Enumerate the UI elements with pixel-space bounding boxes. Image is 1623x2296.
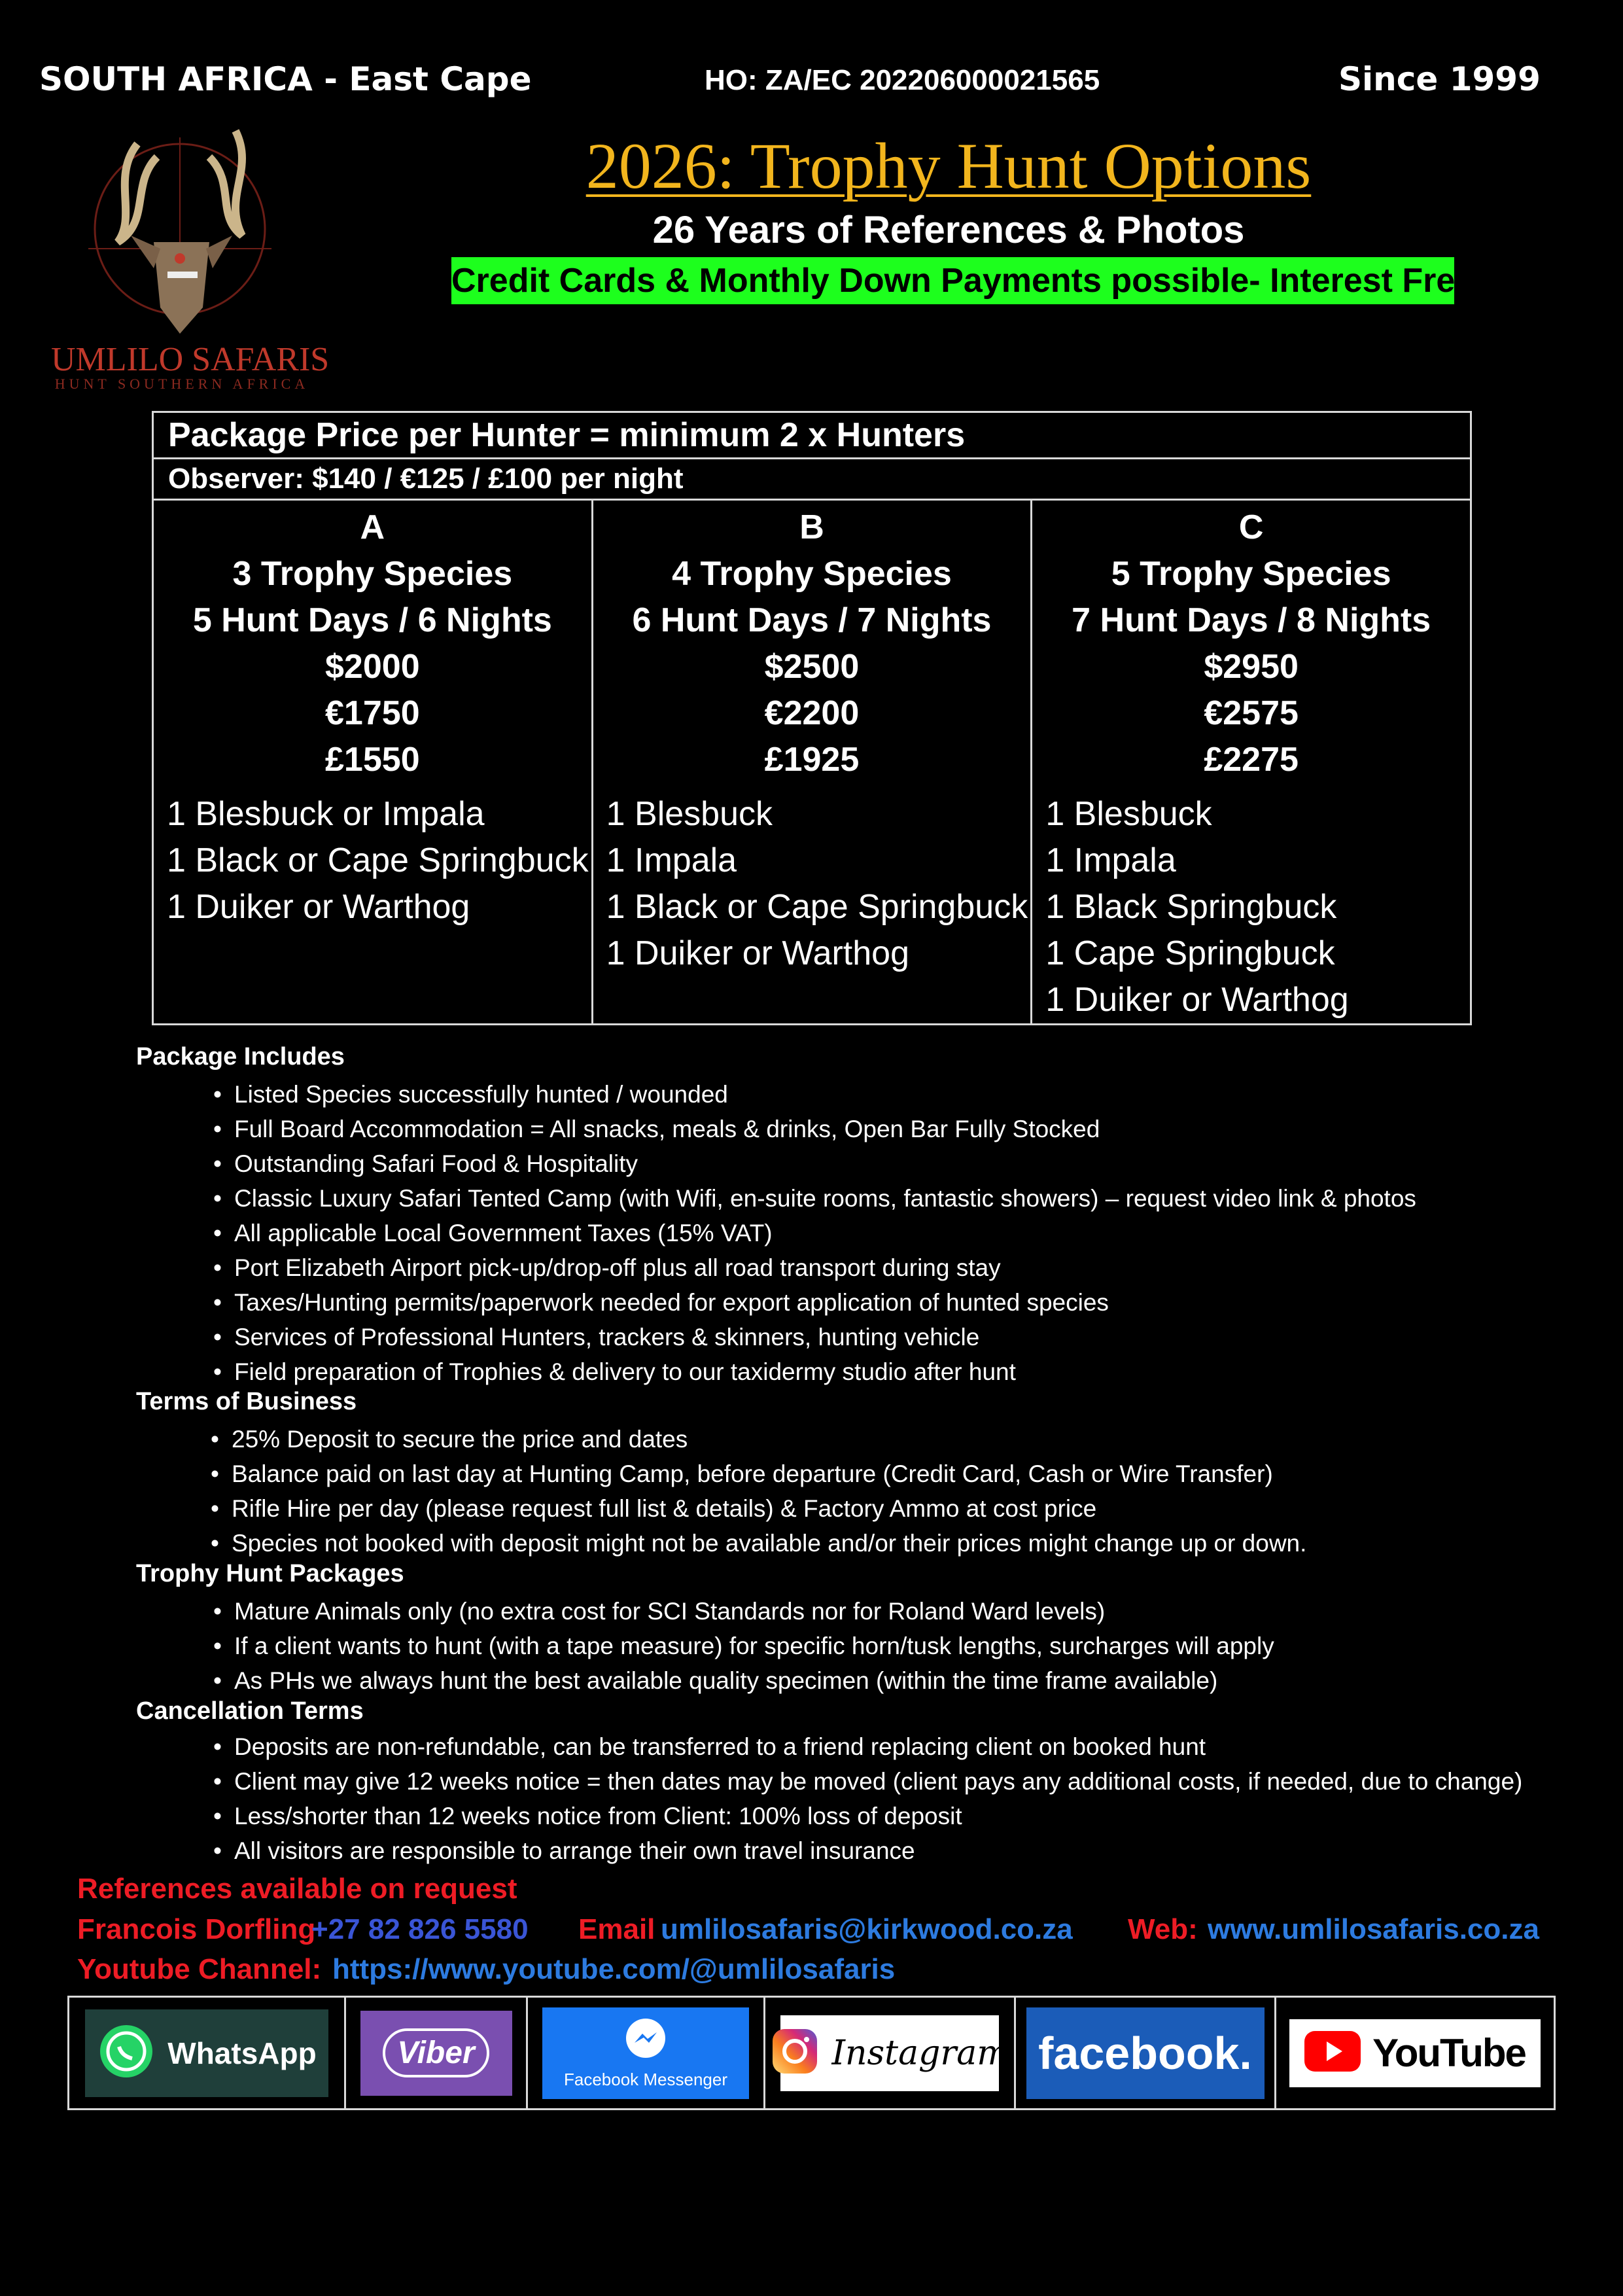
packages-list <box>213 1594 1274 1698</box>
package-animal-list <box>1032 791 1470 1023</box>
package-letter: B <box>799 508 824 546</box>
package-price-eur: €2575 <box>1204 694 1299 732</box>
instagram-icon <box>770 2026 820 2079</box>
web-label: Web: <box>1128 1913 1198 1945</box>
whatsapp-icon <box>97 2022 156 2084</box>
package-table <box>152 411 1472 1025</box>
package-a <box>153 500 593 1025</box>
viber-label: Viber <box>383 2028 489 2077</box>
package-price-eur: €1750 <box>325 694 420 732</box>
references-note: References available on request <box>77 1873 517 1905</box>
viber-cell <box>345 1997 527 2110</box>
animal-item: 1 Duiker or Warthog <box>606 934 910 972</box>
list-item: • Port Elizabeth Airport pick-up/drop-off plus all road transport during stay <box>213 1250 1416 1285</box>
includes-list <box>213 1077 1416 1389</box>
observer-price: Observer: $140 / €125 / £100 per night <box>153 459 1471 500</box>
logo-name: UMLILO SAFARIS <box>51 341 330 378</box>
list-item: • Client may give 12 weeks notice = then dates may be moved (client pays any additional costs, if needed, due to change) <box>213 1764 1522 1799</box>
youtube-icon <box>1304 2031 1361 2075</box>
package-b <box>592 500 1032 1025</box>
social-bar <box>67 1996 1556 2110</box>
region-label: SOUTH AFRICA - East Cape <box>39 60 532 98</box>
credit-banner: Credit Cards & Monthly Down Payments possible- Interest Free <box>451 257 1454 304</box>
instagram-button[interactable] <box>780 2015 1009 2091</box>
list-item: • Classic Luxury Safari Tented Camp (with Wifi, en-suite rooms, fantastic showers) – request video link & photos <box>213 1181 1416 1216</box>
whatsapp-label: WhatsApp <box>167 2036 317 2070</box>
since-label: Since 1999 <box>1338 60 1541 98</box>
list-item: • Listed Species successfully hunted / wounded <box>213 1077 1416 1112</box>
package-price-eur: €2200 <box>764 694 860 732</box>
list-item: • Balance paid on last day at Hunting Camp, before departure (Credit Card, Cash or Wire Transfer) <box>211 1457 1306 1491</box>
list-item: • Rifle Hire per day (please request full list & details) & Factory Ammo at cost price <box>211 1491 1306 1526</box>
animal-item: 1 Blesbuck <box>606 795 773 833</box>
package-price-gbp: £1925 <box>764 741 860 779</box>
animal-item: 1 Blesbuck or Impala <box>167 795 485 833</box>
cancellation-list <box>213 1729 1522 1868</box>
page-subtitle: 26 Years of References & Photos <box>652 209 1245 251</box>
list-item: • Services of Professional Hunters, trackers & skinners, hunting vehicle <box>213 1320 1416 1354</box>
section-title-terms: Terms of Business <box>136 1388 357 1415</box>
phone-link[interactable]: +27 82 826 5580 <box>311 1913 529 1945</box>
whatsapp-cell <box>69 1997 345 2110</box>
facebook-label: facebook. <box>1038 2027 1252 2079</box>
web-link[interactable]: www.umlilosafaris.co.za <box>1208 1913 1539 1945</box>
youtube-label: YouTube <box>1372 2031 1526 2075</box>
animal-item: 1 Blesbuck <box>1045 795 1212 833</box>
youtube-label: Youtube Channel: <box>77 1953 322 1985</box>
facebook-button[interactable] <box>1026 2007 1265 2099</box>
logo-tagline: HUNT SOUTHERN AFRICA <box>54 376 309 392</box>
animal-item: 1 Black or Cape Springbuck <box>606 888 1028 926</box>
animal-item: 1 Impala <box>606 841 737 879</box>
package-animal-list <box>593 791 1031 977</box>
package-animal-list <box>154 791 591 930</box>
instagram-label: Instagram <box>831 2033 1009 2073</box>
registration-number: HO: ZA/EC 202206000021565 <box>705 64 1100 96</box>
viber-button[interactable] <box>360 2011 512 2096</box>
package-price-usd: $2500 <box>764 648 860 686</box>
email-label: Email <box>578 1913 655 1945</box>
package-c <box>1032 500 1471 1025</box>
animal-item: 1 Impala <box>1045 841 1176 879</box>
messenger-icon <box>623 2017 669 2066</box>
youtube-link[interactable]: https://www.youtube.com/@umlilosafaris <box>332 1953 896 1985</box>
animal-item: 1 Duiker or Warthog <box>167 888 470 926</box>
package-letter: A <box>360 508 385 546</box>
section-title-includes: Package Includes <box>136 1043 345 1070</box>
section-title-cancellation: Cancellation Terms <box>136 1697 364 1725</box>
list-item: • Mature Animals only (no extra cost for SCI Standards nor for Roland Ward levels) <box>213 1594 1274 1629</box>
package-duration: 5 Hunt Days / 6 Nights <box>192 601 552 639</box>
list-item: • Taxes/Hunting permits/paperwork needed for export application of hunted species <box>213 1285 1416 1320</box>
email-link[interactable]: umlilosafaris@kirkwood.co.za <box>661 1913 1073 1945</box>
page-title: 2026: Trophy Hunt Options <box>585 130 1312 202</box>
package-price-usd: $2000 <box>325 648 420 686</box>
animal-item: 1 Cape Springbuck <box>1045 934 1335 972</box>
contact-name: Francois Dorfling <box>77 1913 316 1945</box>
package-species: 4 Trophy Species <box>672 555 952 593</box>
list-item: • All visitors are responsible to arrange their own travel insurance <box>213 1833 1522 1868</box>
package-duration: 7 Hunt Days / 8 Nights <box>1072 601 1431 639</box>
terms-list <box>211 1422 1306 1561</box>
list-item: • As PHs we always hunt the best available quality specimen (within the time frame available) <box>213 1663 1274 1698</box>
list-item: • 25% Deposit to secure the price and dates <box>211 1422 1306 1457</box>
package-duration: 6 Hunt Days / 7 Nights <box>632 601 992 639</box>
list-item: • Full Board Accommodation = All snacks, meals & drinks, Open Bar Fully Stocked <box>213 1112 1416 1146</box>
list-item: • Deposits are non-refundable, can be transferred to a friend replacing client on booked hunt <box>213 1729 1522 1764</box>
section-title-packages: Trophy Hunt Packages <box>136 1560 404 1587</box>
messenger-label: Facebook Messenger <box>563 2069 728 2089</box>
youtube-cell <box>1276 1997 1555 2110</box>
list-item: • Field preparation of Trophies & delivery to our taxidermy studio after hunt <box>213 1354 1416 1389</box>
list-item: • If a client wants to hunt (with a tape measure) for specific horn/tusk lengths, surcharges will apply <box>213 1629 1274 1663</box>
list-item: • Outstanding Safari Food & Hospitality <box>213 1146 1416 1181</box>
list-item: • All applicable Local Government Taxes (15% VAT) <box>213 1216 1416 1250</box>
list-item: • Species not booked with deposit might not be available and/or their prices might change up or down. <box>211 1526 1306 1561</box>
instagram-cell <box>765 1997 1015 2110</box>
animal-item: 1 Black or Cape Springbuck <box>167 841 589 879</box>
animal-item: 1 Duiker or Warthog <box>1045 981 1349 1019</box>
messenger-button[interactable] <box>542 2007 749 2099</box>
package-species: 5 Trophy Species <box>1111 555 1391 593</box>
package-price-gbp: £1550 <box>325 741 420 779</box>
package-species: 3 Trophy Species <box>232 555 513 593</box>
facebook-cell <box>1015 1997 1276 2110</box>
list-item: • Less/shorter than 12 weeks notice from Client: 100% loss of deposit <box>213 1799 1522 1833</box>
package-letter: C <box>1238 508 1264 546</box>
package-price-usd: $2950 <box>1204 648 1299 686</box>
package-price-gbp: £2275 <box>1204 741 1299 779</box>
animal-item: 1 Black Springbuck <box>1045 888 1337 926</box>
package-heading: Package Price per Hunter = minimum 2 x Hunters <box>153 412 1471 459</box>
youtube-button[interactable] <box>1289 2019 1541 2087</box>
whatsapp-button[interactable] <box>85 2009 328 2097</box>
messenger-cell <box>527 1997 765 2110</box>
